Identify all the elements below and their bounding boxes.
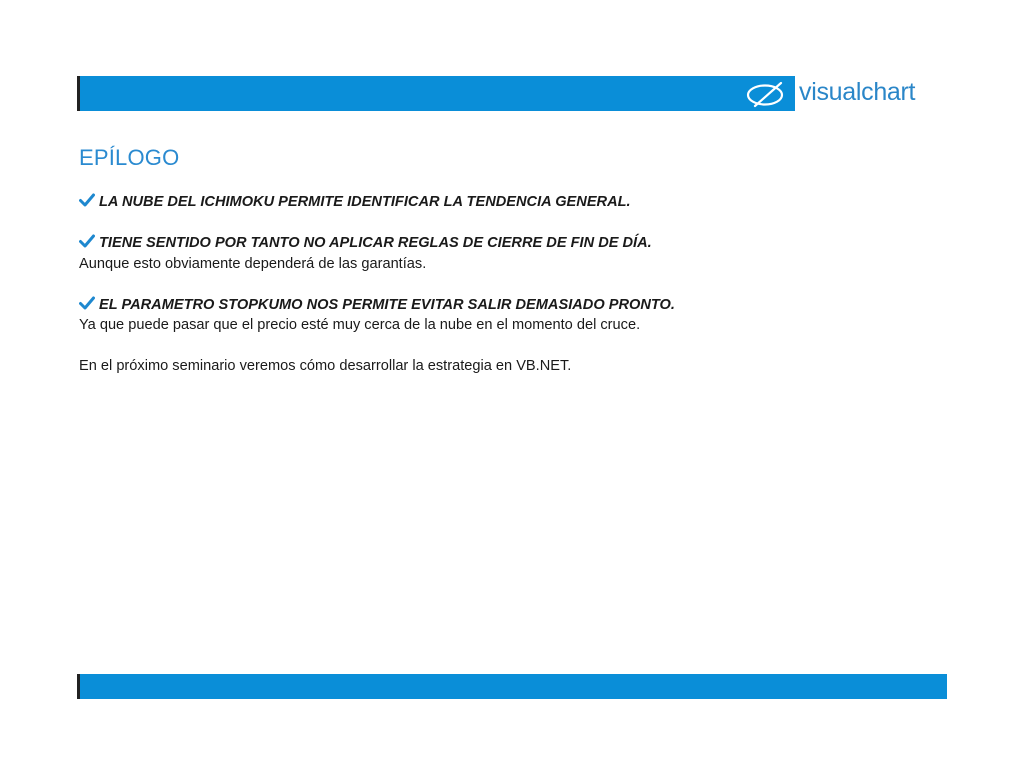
bullet-text: TIENE SENTIDO POR TANTO NO APLICAR REGLAS DE CIERRE DE FIN DE DÍA. (99, 235, 652, 251)
bullet-item (79, 192, 959, 213)
body-text: Ya que puede pasar que el precio esté muy cerca de la nube en el momento del cruce. (79, 317, 641, 333)
bullet-item (79, 233, 959, 254)
checkmark-icon (79, 234, 95, 248)
brand-logo (795, 76, 947, 111)
checkmark-icon (79, 296, 95, 310)
slide-title: EPÍLOGO (79, 145, 180, 170)
footer-bar (77, 674, 947, 699)
header-accent-tick (77, 76, 80, 111)
body-text: Aunque esto obviamente dependerá de las garantías. (79, 255, 427, 272)
bullet-text: EL PARAMETRO STOPKUMO NOS PERMITE EVITAR SALIR DEMASIADO PRONTO. (99, 296, 675, 313)
brand-name: visualchart (799, 78, 916, 106)
bullet-text: LA NUBE DEL ICHIMOKU PERMITE IDENTIFICAR LA TENDENCIA GENERAL. (99, 194, 631, 210)
bullet-item (79, 295, 959, 316)
slide-content (79, 192, 959, 377)
footer-accent-tick (77, 674, 80, 699)
body-text: En el próximo seminario veremos cómo desarrollar la estrategia en VB.NET. (79, 358, 572, 374)
checkmark-icon (79, 193, 95, 207)
visualchart-logo-icon (743, 80, 791, 108)
